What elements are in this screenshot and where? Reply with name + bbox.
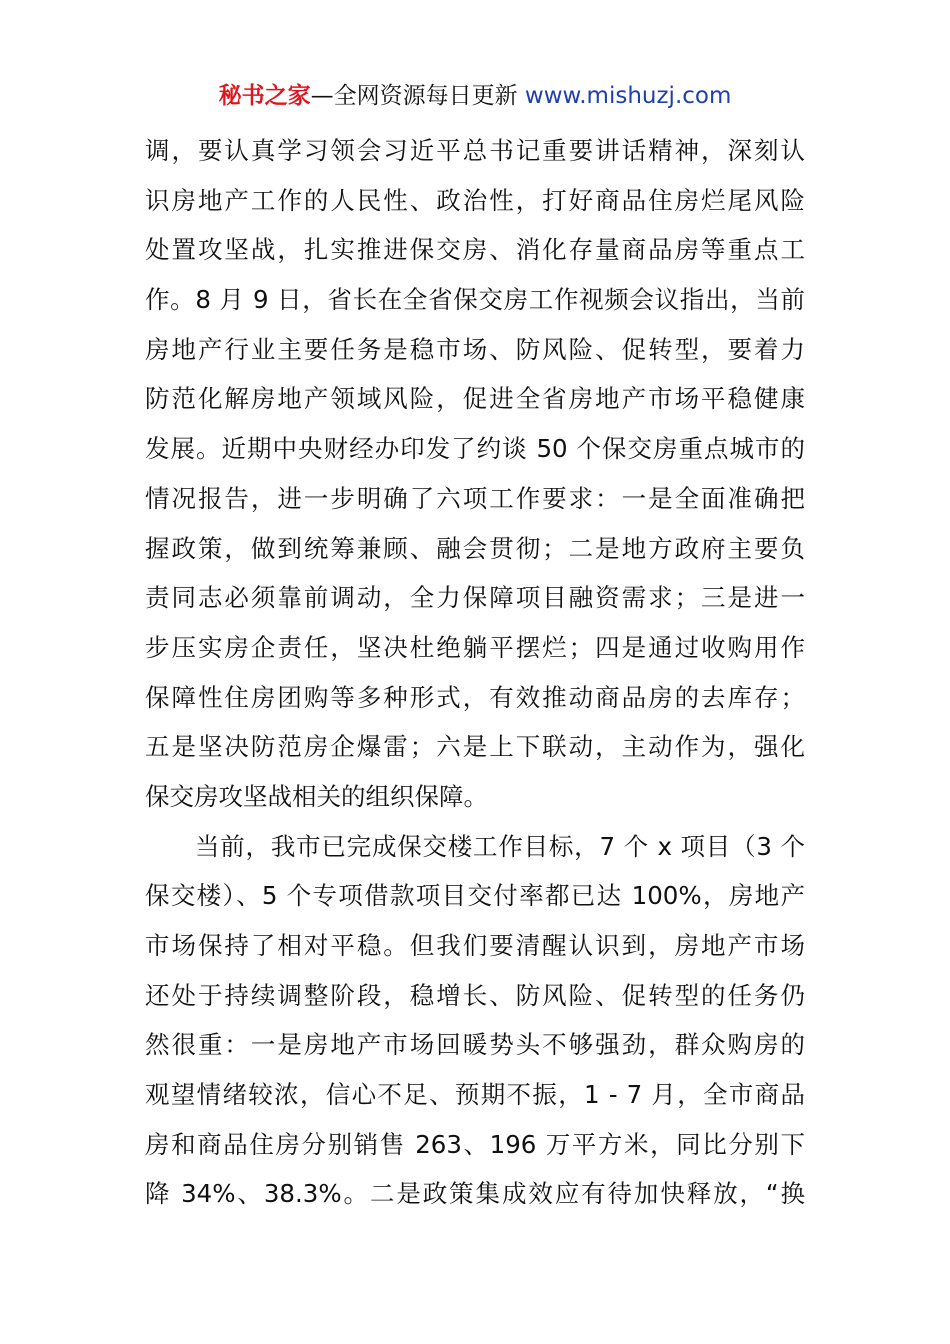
text-line: 降 34%、38.3%。二是政策集成效应有待加快释放，“换 <box>145 1179 805 1209</box>
text-line: 保交楼）、5 个专项借款项目交付率都已达 100%，房地产 <box>145 881 805 911</box>
text-line: 观望情绪较浓，信心不足、预期不振，1 - 7 月，全市商品 <box>145 1080 805 1110</box>
text-line: 发展。近期中央财经办印发了约谈 50 个保交房重点城市的 <box>145 434 805 464</box>
text-line: 房和商品住房分别销售 263、196 万平方米，同比分别下 <box>145 1129 805 1159</box>
text-line: 情况报告，进一步明确了六项工作要求：一是全面准确把 <box>145 483 805 513</box>
text-line: 还处于持续调整阶段，稳增长、防风险、促转型的任务仍 <box>145 980 805 1010</box>
text-line: 市场保持了相对平稳。但我们要清醒认识到，房地产市场 <box>145 931 805 960</box>
text-line: 当前，我市已完成保交楼工作目标，7 个 x 项目（3 个 <box>195 831 805 861</box>
site-header <box>0 80 950 112</box>
text-line: 握政策，做到统筹兼顾、融会贯彻；二是地方政府主要负 <box>145 533 805 563</box>
text-line: 处置攻坚战，扎实推进保交房、消化存量商品房等重点工 <box>145 235 805 265</box>
text-line: 步压实房企责任，坚决杜绝躺平摆烂；四是通过收购用作 <box>145 632 805 662</box>
site-tagline: —全网资源每日更新 <box>310 83 518 109</box>
text-line: 然很重：一是房地产市场回暖势头不够强劲，群众购房的 <box>145 1030 805 1060</box>
text-line: 五是坚决防范房企爆雷；六是上下联动，主动作为，强化 <box>145 732 805 762</box>
paragraph-1 <box>145 126 805 822</box>
document-body <box>145 126 805 1219</box>
site-url: www.mishuzj.com <box>524 83 732 109</box>
text-line: 保障性住房团购等多种形式，有效推动商品房的去库存； <box>145 682 805 712</box>
text-line: 房地产行业主要任务是稳市场、防风险、促转型，要着力 <box>145 334 805 364</box>
text-line: 调，要认真学习领会习近平总书记重要讲话精神，深刻认 <box>145 136 805 165</box>
site-brand-name: 秘书之家 <box>218 83 311 109</box>
text-line: 识房地产工作的人民性、政治性，打好商品住房烂尾风险 <box>145 185 805 215</box>
text-line: 保交房攻坚战相关的组织保障。 <box>145 781 488 811</box>
paragraph-2 <box>145 822 805 1220</box>
text-line: 作。8 月 9 日，省长在全省保交房工作视频会议指出，当前 <box>145 285 805 315</box>
text-line: 责同志必须靠前调动，全力保障项目融资需求；三是进一 <box>145 583 805 613</box>
text-line: 防范化解房地产领域风险，促进全省房地产市场平稳健康 <box>145 384 805 414</box>
